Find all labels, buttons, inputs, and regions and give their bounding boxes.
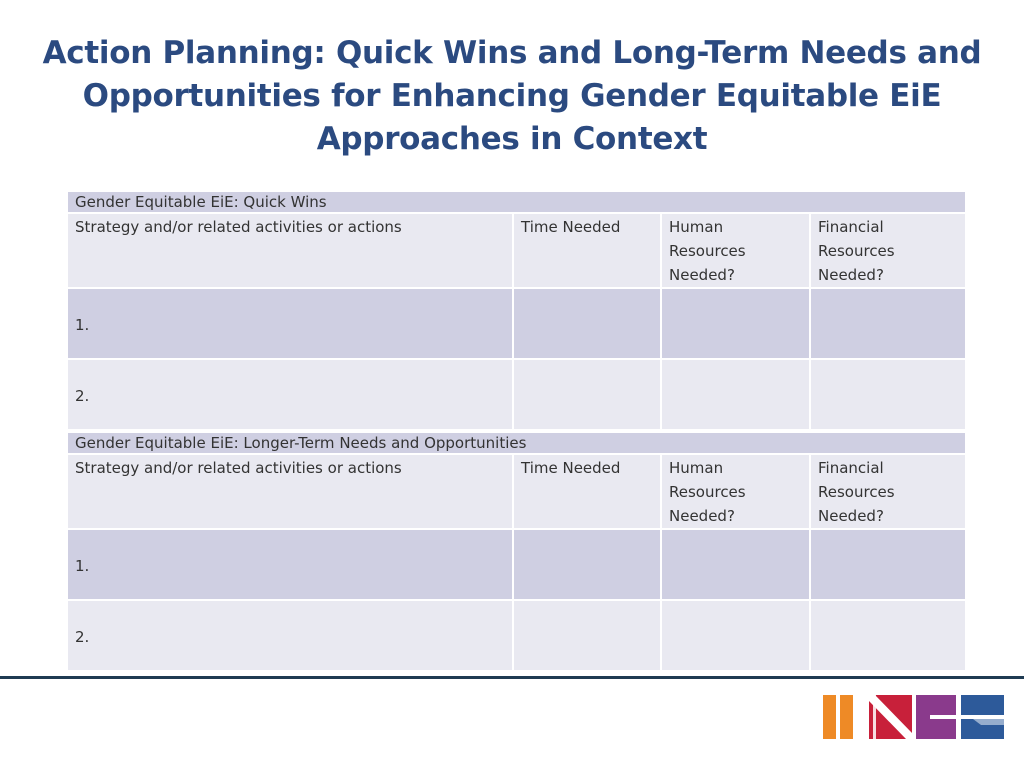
header-line: Needed?	[818, 266, 884, 284]
column-header-strategy: Strategy and/or related activities or actions	[67, 213, 513, 288]
header-line: Resources	[669, 242, 746, 260]
logo-orange-bar	[840, 695, 853, 739]
time-cell[interactable]	[513, 600, 661, 671]
table-row	[67, 600, 966, 671]
logo-purple-top	[916, 695, 956, 715]
strategy-cell[interactable]: 1.	[67, 529, 513, 600]
column-header-row	[67, 454, 966, 529]
column-header-human-resources	[661, 454, 810, 529]
human-resources-cell[interactable]	[661, 288, 810, 359]
logo-red-stripe	[873, 695, 876, 739]
human-resources-cell[interactable]	[661, 529, 810, 600]
header-line: Human	[669, 218, 724, 236]
header-line: Needed?	[818, 507, 884, 525]
strategy-cell[interactable]: 2.	[67, 600, 513, 671]
header-line: Resources	[669, 483, 746, 501]
title-line: Approaches in Context	[316, 121, 708, 157]
header-line: Human	[669, 459, 724, 477]
title-line: Action Planning: Quick Wins and Long-Term Needs and	[42, 35, 982, 71]
column-header-financial-resources	[810, 454, 966, 529]
table-row	[67, 288, 966, 359]
table-row	[67, 359, 966, 430]
slide-title	[20, 32, 1004, 161]
footer-divider	[0, 676, 1024, 679]
logo-purple-bottom	[916, 719, 956, 739]
header-line: Resources	[818, 483, 895, 501]
table-row	[67, 529, 966, 600]
column-header-strategy: Strategy and/or related activities or actions	[67, 454, 513, 529]
column-header-time: Time Needed	[513, 454, 661, 529]
column-header-financial-resources	[810, 213, 966, 288]
header-line: Financial	[818, 218, 884, 236]
time-cell[interactable]	[513, 359, 661, 430]
column-header-row	[67, 213, 966, 288]
longer-term-table	[66, 431, 967, 672]
quick-wins-table	[66, 190, 967, 431]
logo-blue-top	[961, 695, 1004, 715]
financial-resources-cell[interactable]	[810, 359, 966, 430]
financial-resources-cell[interactable]	[810, 600, 966, 671]
strategy-cell[interactable]: 1.	[67, 288, 513, 359]
human-resources-cell[interactable]	[661, 359, 810, 430]
header-line: Needed?	[669, 507, 735, 525]
time-cell[interactable]	[513, 529, 661, 600]
human-resources-cell[interactable]	[661, 600, 810, 671]
header-line: Resources	[818, 242, 895, 260]
column-header-human-resources	[661, 213, 810, 288]
financial-resources-cell[interactable]	[810, 529, 966, 600]
organization-logo	[823, 695, 1004, 739]
column-header-time: Time Needed	[513, 213, 661, 288]
section-header-row	[67, 191, 966, 213]
strategy-cell[interactable]: 2.	[67, 359, 513, 430]
title-line: Opportunities for Enhancing Gender Equitable EiE	[82, 78, 942, 114]
header-line: Financial	[818, 459, 884, 477]
section-label: Gender Equitable EiE: Quick Wins	[67, 191, 966, 213]
section-label: Gender Equitable EiE: Longer-Term Needs and Opportunities	[67, 432, 966, 454]
logo-purple-notch	[916, 715, 930, 719]
logo-orange-bar	[823, 695, 836, 739]
section-header-row	[67, 432, 966, 454]
financial-resources-cell[interactable]	[810, 288, 966, 359]
header-line: Needed?	[669, 266, 735, 284]
time-cell[interactable]	[513, 288, 661, 359]
